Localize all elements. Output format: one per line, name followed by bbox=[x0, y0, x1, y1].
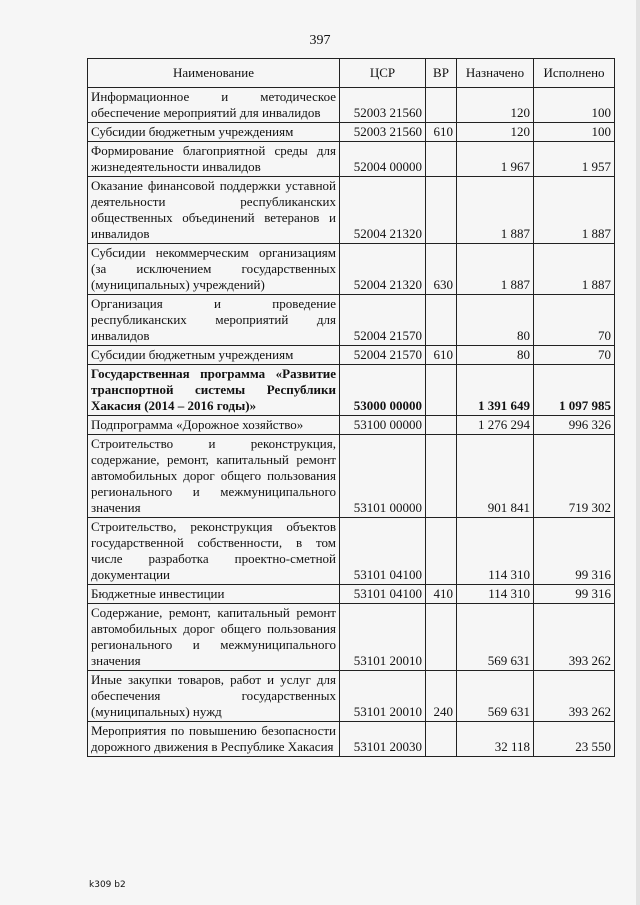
row-planned: 1 967 bbox=[457, 142, 534, 177]
row-csr: 53101 20030 bbox=[340, 722, 426, 757]
row-executed: 23 550 bbox=[534, 722, 615, 757]
header-name: Наименование bbox=[88, 59, 340, 88]
row-csr: 53101 20010 bbox=[340, 671, 426, 722]
row-vr: 630 bbox=[426, 244, 457, 295]
row-executed: 70 bbox=[534, 295, 615, 346]
row-name: Бюджетные инвестиции bbox=[88, 585, 340, 604]
row-planned: 1 887 bbox=[457, 244, 534, 295]
row-vr: 610 bbox=[426, 346, 457, 365]
row-executed: 1 957 bbox=[534, 142, 615, 177]
row-csr: 53101 00000 bbox=[340, 435, 426, 518]
row-executed: 99 316 bbox=[534, 585, 615, 604]
table-row bbox=[88, 416, 615, 435]
table-row bbox=[88, 722, 615, 757]
row-executed: 996 326 bbox=[534, 416, 615, 435]
header-executed: Исполнено bbox=[534, 59, 615, 88]
row-name: Мероприятия по повышению безопасности дорожного движения в Республике Хакасия bbox=[88, 722, 340, 757]
table-row bbox=[88, 585, 615, 604]
row-planned: 1 887 bbox=[457, 177, 534, 244]
row-vr bbox=[426, 177, 457, 244]
table-row-program bbox=[88, 365, 615, 416]
table-row bbox=[88, 177, 615, 244]
row-name: Оказание финансовой поддержки уставной деятельности республиканских общественных объединений ветеранов и инвалидов bbox=[88, 177, 340, 244]
row-name: Субсидии бюджетным учреждениям bbox=[88, 123, 340, 142]
row-csr: 53000 00000 bbox=[340, 365, 426, 416]
budget-table bbox=[87, 58, 615, 757]
row-planned: 1 276 294 bbox=[457, 416, 534, 435]
row-vr: 240 bbox=[426, 671, 457, 722]
row-vr bbox=[426, 416, 457, 435]
row-executed: 719 302 bbox=[534, 435, 615, 518]
row-vr bbox=[426, 722, 457, 757]
row-executed: 393 262 bbox=[534, 671, 615, 722]
table-row bbox=[88, 435, 615, 518]
row-planned: 1 391 649 bbox=[457, 365, 534, 416]
row-executed: 99 316 bbox=[534, 518, 615, 585]
row-name: Формирование благоприятной среды для жизнедеятельности инвалидов bbox=[88, 142, 340, 177]
row-planned: 114 310 bbox=[457, 585, 534, 604]
row-planned: 901 841 bbox=[457, 435, 534, 518]
row-planned: 569 631 bbox=[457, 671, 534, 722]
row-name: Субсидии некоммерческим организациям (за исключением государственных (муниципальных) учреждений) bbox=[88, 244, 340, 295]
footer-code: k309 b2 bbox=[89, 880, 126, 890]
row-planned: 80 bbox=[457, 346, 534, 365]
row-planned: 80 bbox=[457, 295, 534, 346]
row-name: Государственная программа «Развитие транспортной системы Республики Хакасия (2014 – 2016 годы)» bbox=[88, 365, 340, 416]
row-csr: 53101 04100 bbox=[340, 585, 426, 604]
row-vr: 410 bbox=[426, 585, 457, 604]
row-executed: 100 bbox=[534, 88, 615, 123]
table-row bbox=[88, 142, 615, 177]
row-executed: 70 bbox=[534, 346, 615, 365]
row-csr: 52004 21570 bbox=[340, 346, 426, 365]
row-csr: 53100 00000 bbox=[340, 416, 426, 435]
page-edge bbox=[636, 0, 640, 905]
row-vr bbox=[426, 88, 457, 123]
row-csr: 52004 21320 bbox=[340, 244, 426, 295]
row-name: Строительство и реконструкция, содержание, ремонт, капитальный ремонт автомобильных дорог общего пользования регионального и межмуниципального значения bbox=[88, 435, 340, 518]
row-csr: 52004 21320 bbox=[340, 177, 426, 244]
header-planned: Назначено bbox=[457, 59, 534, 88]
row-planned: 114 310 bbox=[457, 518, 534, 585]
table-row bbox=[88, 604, 615, 671]
header-vr: ВР bbox=[426, 59, 457, 88]
header-row bbox=[88, 59, 615, 88]
row-csr: 52004 21570 bbox=[340, 295, 426, 346]
row-vr bbox=[426, 295, 457, 346]
row-planned: 32 118 bbox=[457, 722, 534, 757]
row-vr: 610 bbox=[426, 123, 457, 142]
row-vr bbox=[426, 435, 457, 518]
header-csr: ЦСР bbox=[340, 59, 426, 88]
row-csr: 53101 20010 bbox=[340, 604, 426, 671]
row-vr bbox=[426, 518, 457, 585]
row-executed: 100 bbox=[534, 123, 615, 142]
page-number: 397 bbox=[309, 33, 331, 48]
row-name: Подпрограмма «Дорожное хозяйство» bbox=[88, 416, 340, 435]
row-planned: 120 bbox=[457, 123, 534, 142]
row-executed: 1 887 bbox=[534, 244, 615, 295]
row-name: Иные закупки товаров, работ и услуг для обеспечения государственных (муниципальных) нужд bbox=[88, 671, 340, 722]
row-name: Информационное и методическое обеспечение мероприятий для инвалидов bbox=[88, 88, 340, 123]
table-row bbox=[88, 295, 615, 346]
row-planned: 120 bbox=[457, 88, 534, 123]
row-executed: 393 262 bbox=[534, 604, 615, 671]
row-executed: 1 887 bbox=[534, 177, 615, 244]
row-name: Организация и проведение республиканских мероприятий для инвалидов bbox=[88, 295, 340, 346]
row-executed: 1 097 985 bbox=[534, 365, 615, 416]
row-name: Содержание, ремонт, капитальный ремонт автомобильных дорог общего пользования регионального и межмуниципального значения bbox=[88, 604, 340, 671]
table-row bbox=[88, 346, 615, 365]
row-vr bbox=[426, 142, 457, 177]
table-row bbox=[88, 88, 615, 123]
row-csr: 52003 21560 bbox=[340, 88, 426, 123]
table-row bbox=[88, 244, 615, 295]
row-vr bbox=[426, 604, 457, 671]
table-row bbox=[88, 123, 615, 142]
row-name: Субсидии бюджетным учреждениям bbox=[88, 346, 340, 365]
row-csr: 52003 21560 bbox=[340, 123, 426, 142]
row-csr: 53101 04100 bbox=[340, 518, 426, 585]
table-row bbox=[88, 518, 615, 585]
row-name: Строительство, реконструкция объектов государственной собственности, в том числе разработка проектно-сметной документации bbox=[88, 518, 340, 585]
row-vr bbox=[426, 365, 457, 416]
table-row bbox=[88, 671, 615, 722]
row-planned: 569 631 bbox=[457, 604, 534, 671]
row-csr: 52004 00000 bbox=[340, 142, 426, 177]
